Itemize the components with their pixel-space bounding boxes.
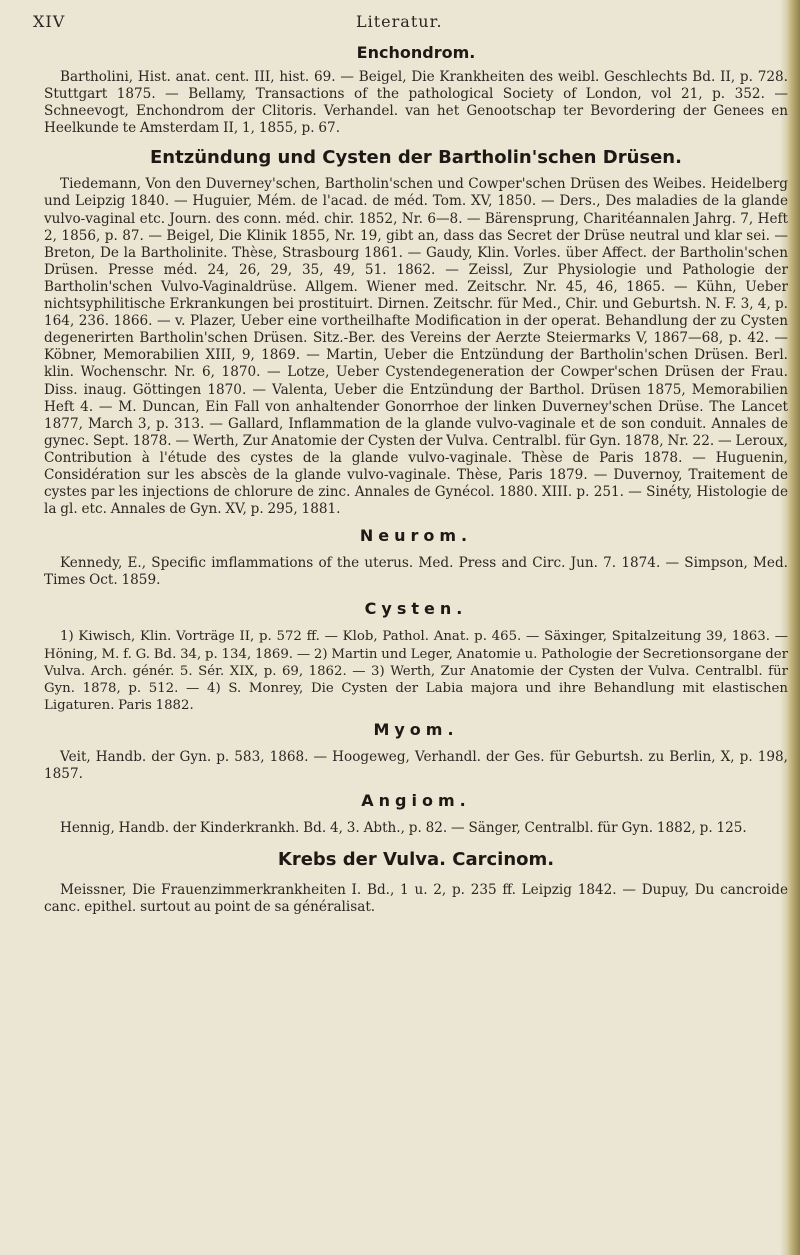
heading-enchondrom: Enchondrom. [356,43,476,62]
page-content [33,0,788,916]
page-number: XIV [33,12,66,31]
references-krebs-der-vulva: Meissner, Die Frauenzimmerkrankheiten I. Bd., 1 u. 2, p. 235 ff. Leipzig 1842. — Dupuy, Du cancroide canc. epithel. surtout au point de sa généralisat. [44,882,788,916]
heading-cysten: Cysten. [364,599,468,619]
heading-angiom: Angiom. [361,791,471,811]
heading-krebs-der-vulva: Krebs der Vulva. Carcinom. [277,849,555,871]
references-neurom: Kennedy, E., Specific imflammations of the uterus. Med. Press and Circ. Jun. 7. 1874. — Simpson, Med. Times Oct. 1859. [44,555,788,589]
running-head [33,12,788,40]
heading-bartholin-entzuendung: Entzündung und Cysten der Bartholin'schen Drüsen. [150,147,682,169]
references-cysten: 1) Kiwisch, Klin. Vorträge II, p. 572 ff. — Klob, Pathol. Anat. p. 465. — Säxinger, Spitalzeitung 39, 1863. — Höning, M. f. G. Bd. 34, p. 134, 1869. — 2) Martin und Leger, Anatomie u. Pathologie der Secretionsorgane der Vulva. Arch. génér. 5. Sér. XIX, p. 69, 1862. — 3) Werth, Zur Anatomie der Cysten der Vulva. Centralbl. für Gyn. 1878, p. 512. — 4) S. Monrey, Die Cysten der Labia majora und ihre Behandlung mit elastischen Ligaturen. Paris 1882. [44,629,788,713]
heading-myom: Myom. [373,719,459,739]
running-title: Literatur. [356,12,443,31]
references-enchondrom: Bartholini, Hist. anat. cent. III, hist. 69. — Beigel, Die Krankheiten des weibl. Geschlechts Bd. II, p. 728. Stuttgart 1875. — Bellamy, Transactions of the pathological Society of London, vol 21, p. 352. — Schneevogt, Enchondrom der Clitoris. Verhandel. van het Genootschap ter Bevordering der Genees en Heelkunde te Amsterdam II, 1, 1855, p. 67. [44,69,788,137]
references-myom: Veit, Handb. der Gyn. p. 583, 1868. — Hoogeweg, Verhandl. der Ges. für Geburtsh. zu Berlin, X, p. 198, 1857. [44,748,788,782]
references-angiom: Hennig, Handb. der Kinderkrankh. Bd. 4, 3. Abth., p. 82. — Sänger, Centralbl. für Gyn. 1882, p. 125. [60,820,747,837]
heading-neurom: Neurom. [359,526,473,546]
references-bartholin-entzuendung: Tiedemann, Von den Duverney'schen, Bartholin'schen und Cowper'schen Drüsen des Weibes. Heidelberg und Leipzig 1840. — Huguier, Mém. de l'acad. de méd. Tom. XV, 1850. — Ders., Des maladies de la glande vulvo-vaginal etc. Journ. des conn. méd. chir. 1852, Nr. 6—8. — Bärensprung, Charitéannalen Jahrg. 7, Heft 2, 1856, p. 87. — Beigel, Die Klinik 1855, Nr. 19, gibt an, dass das Secret der Drüse neutral und klar sei. — Breton, De la Bartholinite. Thèse, Strasbourg 1861. — Gaudy, Klin. Vorles. über Affect. der Bartholin'schen Drüsen. Presse méd. 24, 26, 29, 35, 49, 51. 1862. — Zeissl, Zur Physiologie und Pathologie der Bartholin'schen Vulvo-Vaginaldrüse. Allgem. Wiener med. Zeitschr. Nr. 45, 46, 1865. — Kühn, Ueber nichtsyphilitische Erkrankungen bei prostituirt. Dirnen. Zeitschr. für Med., Chir. und Geburtsh. N. F. 3, 4, p. 164, 236. 1866. — v. Plazer, Ueber eine vortheilhafte Modification in der operat. Behandlung der zu Cysten degenerirten Bartholin'schen Drüsen. Sitz.-Ber. des Vereins der Aerzte Steiermarks V, 1867—68, p. 42. — Köbner, Memorabilien XIII, 9, 1869. — Martin, Ueber die Entzündung der Bartholin'schen Drüsen. Berl. klin. Wochenschr. Nr. 6, 1870. — Lotze, Ueber Cystendegeneration der Cowper'schen Drüsen der Frau. Diss. inaug. Göttingen 1870. — Valenta, Ueber die Entzündung der Barthol. Drüsen 1875, Memorabilien Heft 4. — M. Duncan, Ein Fall von anhaltender Gonorrhoe der linken Duverney'schen Drüse. The Lancet 1877, March 3, p. 313. — Gallard, Inflammation de la glande vulvo-vaginale et de son conduit. Annales de gynec. Sept. 1878. — Werth, Zur Anatomie der Cysten der Vulva. Centralbl. für Gyn. 1878, Nr. 22. — Leroux, Contribution à l'étude des cystes de la glande vulvo-vaginale. Thèse de Paris 1878. — Huguenin, Considération sur les abscès de la glande vulvo-vaginale. Thèse, Paris 1879. — Duvernoy, Traitement de cystes par les injections de chlorure de zinc. Annales de Gynécol. 1880. XIII. p. 251. — Sinéty, Histologie de la gl. etc. Annales de Gyn. XV, p. 295, 1881. [44,176,788,518]
